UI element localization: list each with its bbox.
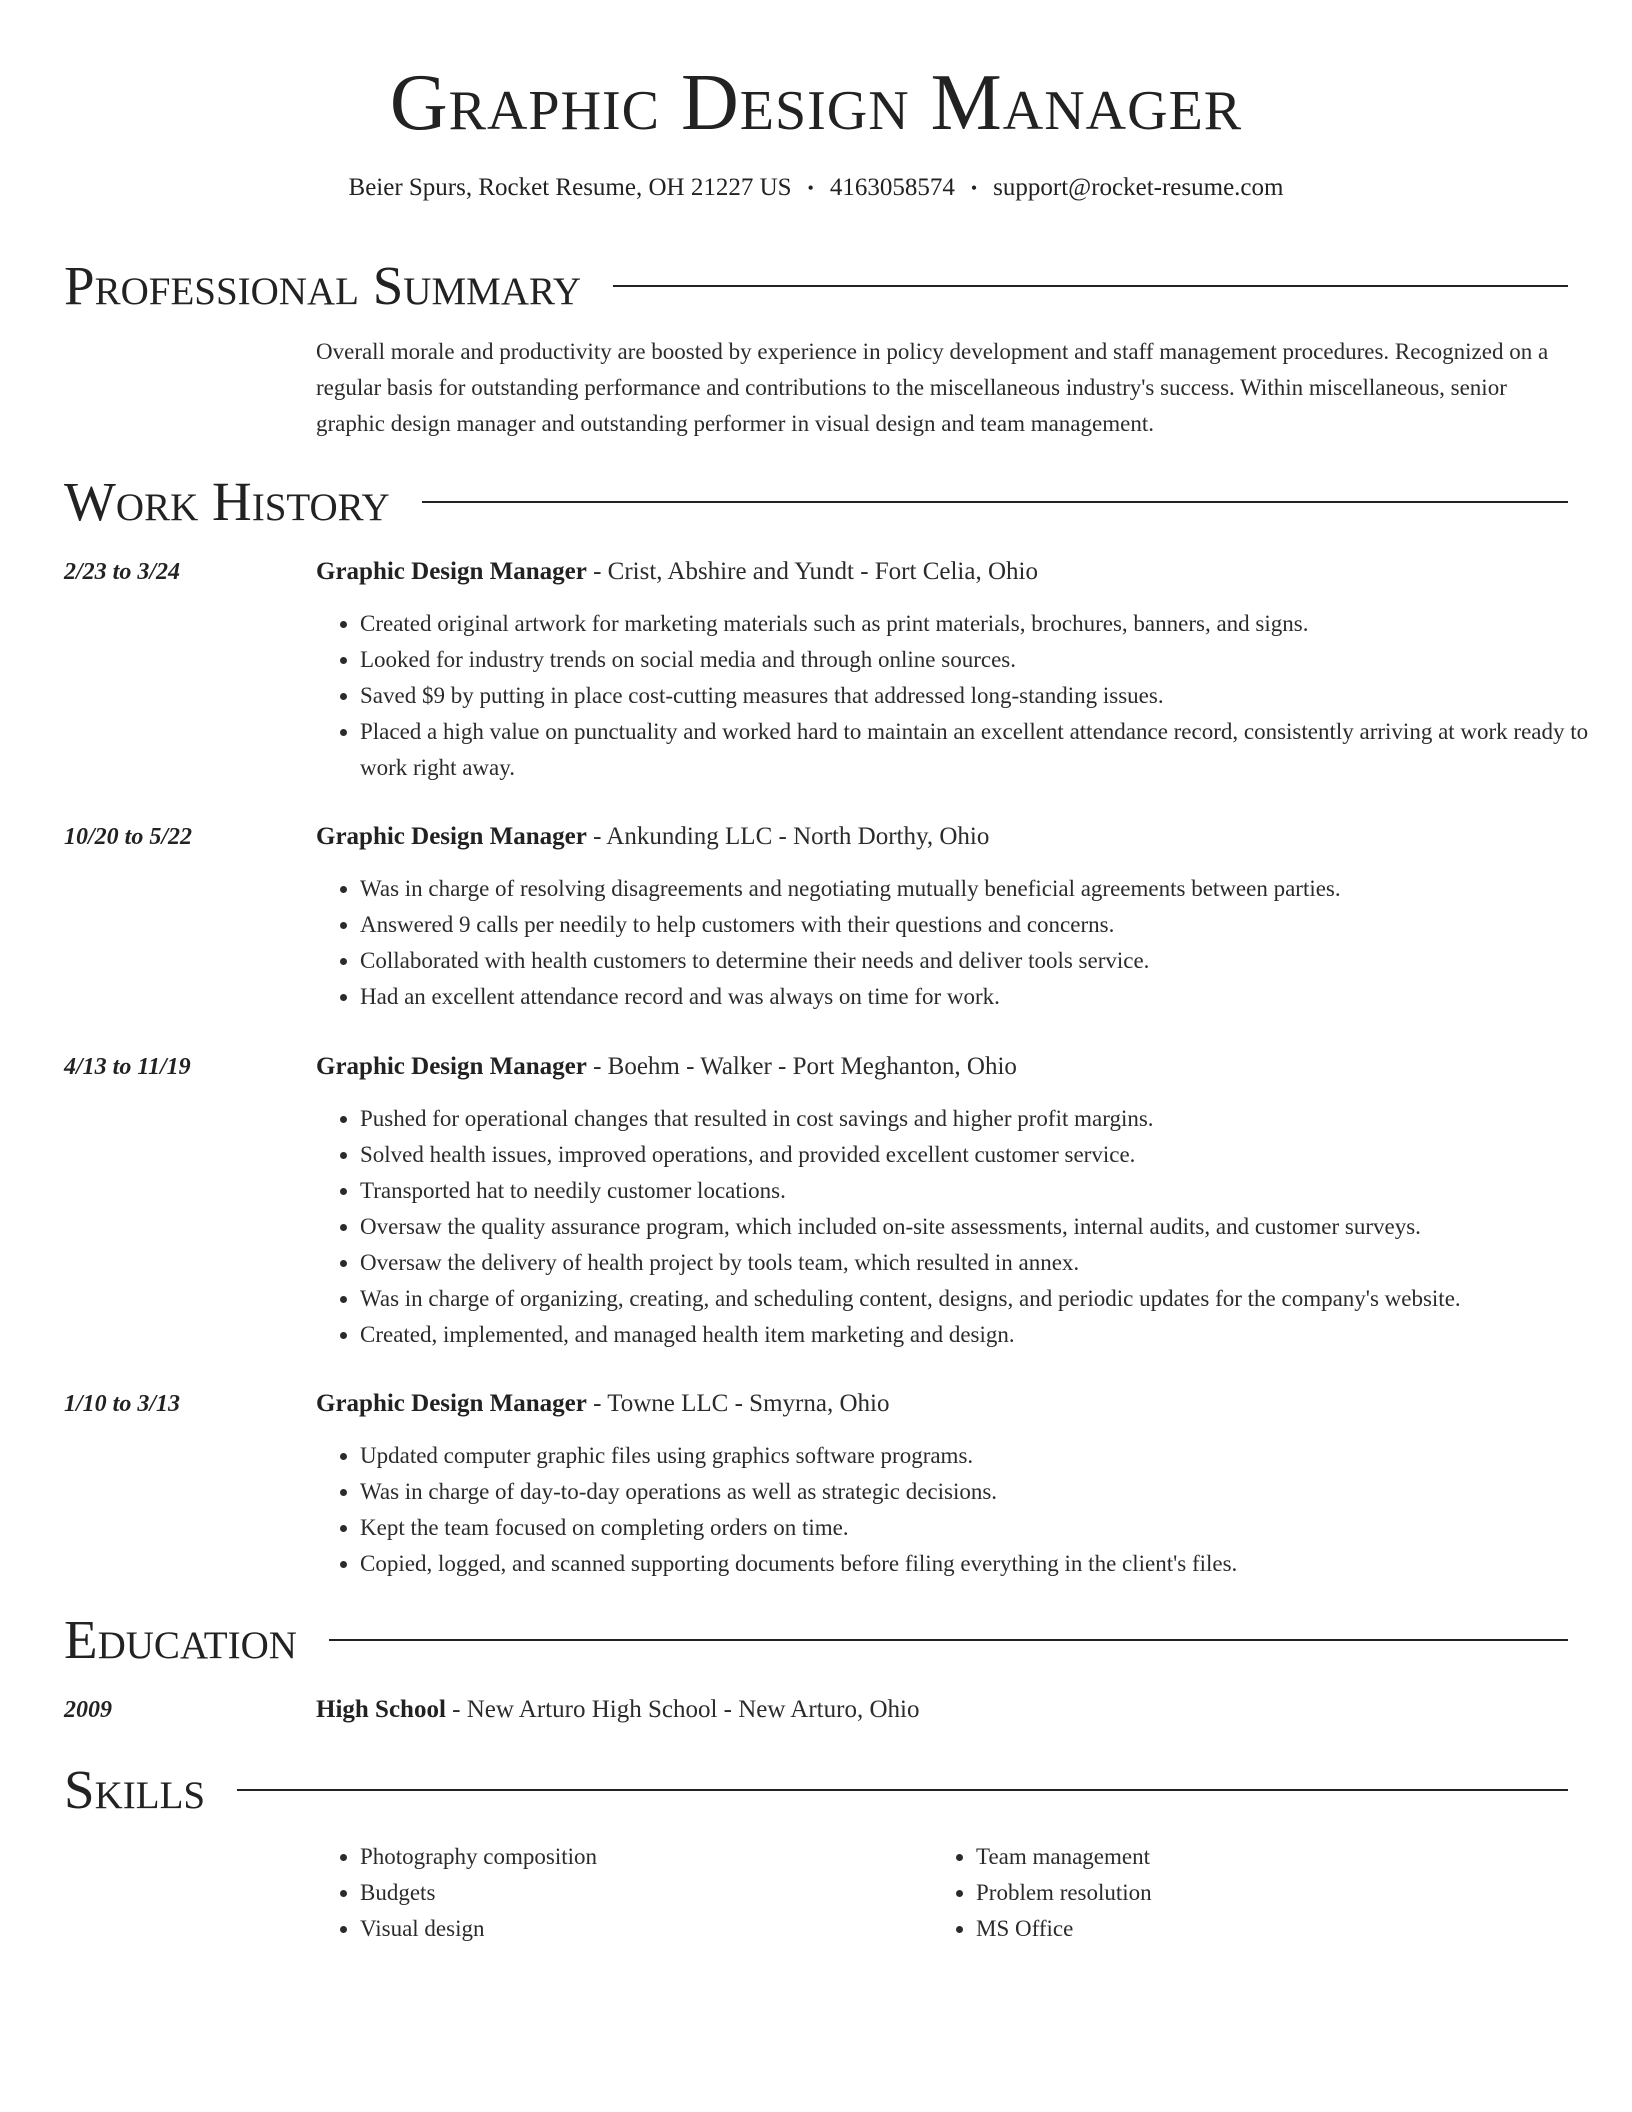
- job-bullets: [316, 1101, 1612, 1353]
- job-dates: 4/13 to 11/19: [64, 1054, 191, 1080]
- work-history-section-header: [64, 472, 1568, 532]
- job-bullet: • Solved health issues, improved operations, and provided excellent customer service.: [360, 1137, 1612, 1173]
- skills-list-left: [316, 1839, 920, 1947]
- job-bullet: • Copied, logged, and scanned supporting documents before filing everything in the client's files.: [360, 1546, 1612, 1582]
- summary-text: Overall morale and productivity are boosted by experience in policy development and staff management procedures. Recognized on a regular basis for outstanding performance and contributions to the miscellaneous industry's success. Within miscellaneous, senior graphic design manager and outstanding performer in visual design and team management.: [316, 339, 1549, 436]
- job-company-location: - Towne LLC - Smyrna, Ohio: [586, 1390, 890, 1417]
- job-title: Graphic Design Manager: [316, 1390, 587, 1417]
- job-dates: 10/20 to 5/22: [64, 824, 193, 850]
- section-divider: [613, 285, 1568, 287]
- job-heading: [316, 821, 989, 853]
- job-bullet: • Answered 9 calls per needily to help customers with their questions and concerns.: [360, 907, 1612, 943]
- job-heading: [316, 556, 1038, 588]
- job-heading: [316, 1388, 889, 1420]
- skill-item: • Visual design: [360, 1911, 920, 1947]
- job-bullet: • Transported hat to needily customer locations.: [360, 1173, 1612, 1209]
- job-bullet: • Looked for industry trends on social media and through online sources.: [360, 642, 1612, 678]
- section-title-summary: Professional Summary: [64, 255, 582, 316]
- job-bullets: [316, 606, 1612, 786]
- contact-email[interactable]: support@rocket-resume.com: [993, 174, 1284, 201]
- section-divider: [422, 501, 1568, 503]
- section-title-work-history: Work History: [64, 471, 390, 532]
- job-bullet: • Was in charge of day-to-day operations as well as strategic decisions.: [360, 1474, 1612, 1510]
- resume-title: Graphic Design Manager: [389, 59, 1243, 147]
- job-company-location: - Crist, Abshire and Yundt - Fort Celia, Ohio: [586, 558, 1038, 585]
- contact-phone: 4163058574: [829, 174, 955, 201]
- section-divider: [329, 1639, 1568, 1641]
- job-title: Graphic Design Manager: [316, 558, 587, 585]
- skills-list-right: [932, 1839, 1536, 1947]
- job-title: Graphic Design Manager: [316, 823, 587, 850]
- job-dates: 1/10 to 3/13: [64, 1391, 181, 1417]
- education-degree: High School: [316, 1696, 446, 1723]
- job-bullet: • Was in charge of organizing, creating, and scheduling content, designs, and periodic updates for the company's website.: [360, 1281, 1612, 1317]
- job-heading: [316, 1051, 1017, 1083]
- job-bullet: • Created original artwork for marketing materials such as print materials, brochures, banners, and signs.: [360, 606, 1612, 642]
- job-bullet: • Kept the team focused on completing orders on time.: [360, 1510, 1612, 1546]
- job-bullets: [316, 871, 1612, 1015]
- section-title-education: Education: [64, 1609, 297, 1670]
- job-company-location: - Ankunding LLC - North Dorthy, Ohio: [586, 823, 990, 850]
- education-section-header: [64, 1610, 1568, 1670]
- job-bullet: • Was in charge of resolving disagreements and negotiating mutually beneficial agreements between parties.: [360, 871, 1612, 907]
- job-bullet: • Oversaw the delivery of health project by tools team, which resulted in annex.: [360, 1245, 1612, 1281]
- skill-item: • Team management: [976, 1839, 1536, 1875]
- contact-separator: •: [970, 178, 978, 198]
- skill-item: • Problem resolution: [976, 1875, 1536, 1911]
- skills-section-header: [64, 1760, 1568, 1820]
- skill-item: • Budgets: [360, 1875, 920, 1911]
- job-bullet: • Updated computer graphic files using graphics software programs.: [360, 1438, 1612, 1474]
- job-bullet: • Placed a high value on punctuality and worked hard to maintain an excellent attendance record, consistently arriving at work ready to work right away.: [360, 714, 1612, 786]
- job-bullet: • Collaborated with health customers to determine their needs and deliver tools service.: [360, 943, 1612, 979]
- job-bullet: • Oversaw the quality assurance program, which included on-site assessments, internal audits, and customer surveys.: [360, 1209, 1612, 1245]
- skill-item: • Photography composition: [360, 1839, 920, 1875]
- contact-address: Beier Spurs, Rocket Resume, OH 21227 US: [348, 174, 792, 201]
- section-divider: [237, 1789, 1568, 1791]
- job-bullet: • Created, implemented, and managed health item marketing and design.: [360, 1317, 1612, 1353]
- contact-separator: •: [807, 178, 814, 198]
- education-heading: [316, 1694, 919, 1726]
- job-bullet: • Pushed for operational changes that resulted in cost savings and higher profit margins.: [360, 1101, 1612, 1137]
- job-bullet: • Had an excellent attendance record and was always on time for work.: [360, 979, 1612, 1015]
- job-company-location: - Boehm - Walker - Port Meghanton, Ohio: [586, 1053, 1017, 1080]
- skill-item: • MS Office: [976, 1911, 1536, 1947]
- summary-section-header: [64, 256, 1568, 316]
- job-dates: 2/23 to 3/24: [64, 559, 181, 585]
- contact-line: [0, 172, 1632, 204]
- job-title: Graphic Design Manager: [316, 1053, 587, 1080]
- job-bullets: [316, 1438, 1612, 1582]
- job-bullet: • Saved $9 by putting in place cost-cutting measures that addressed long-standing issues.: [360, 678, 1612, 714]
- education-school-location: - New Arturo High School - New Arturo, Ohio: [445, 1696, 920, 1723]
- education-year: 2009: [64, 1697, 112, 1723]
- section-title-skills: Skills: [64, 1759, 206, 1820]
